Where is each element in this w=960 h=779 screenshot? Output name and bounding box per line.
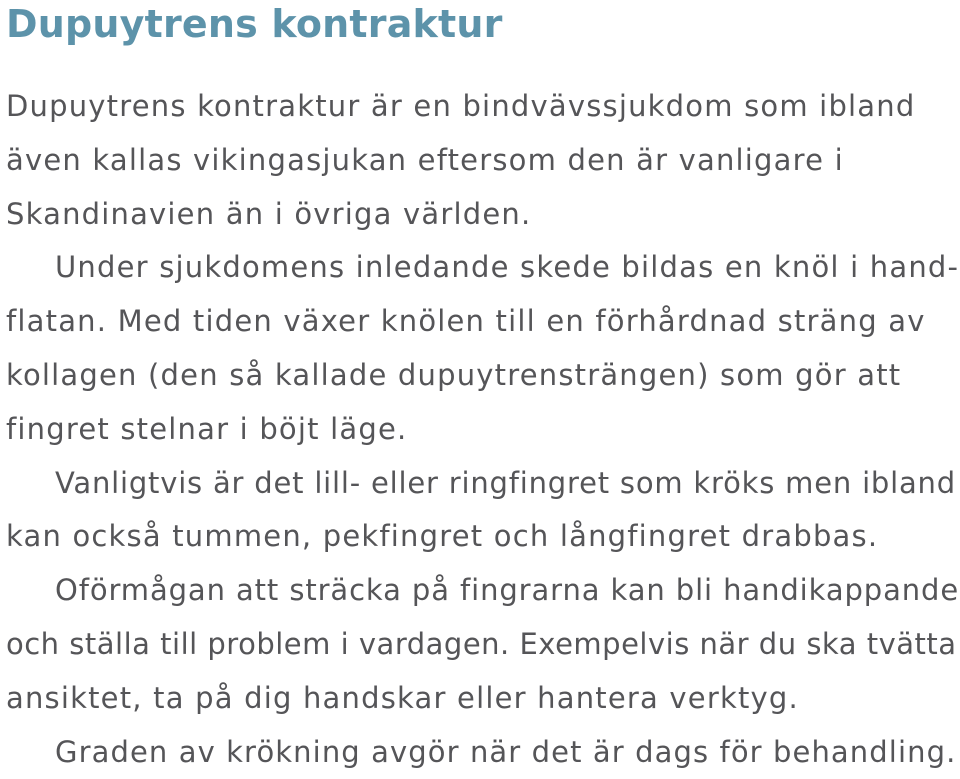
text-line: kollagen (den så kallade dupuytrensträngen) som gör att (6, 357, 902, 392)
text-line: Under sjukdomens inledande skede bildas en knöl i hand- (55, 250, 960, 285)
page-title: Dupuytrens kontraktur (6, 2, 503, 46)
text-line: Vanligtvis är det lill- eller ringfingret som kröks men ibland (55, 465, 956, 500)
text-line: kan också tummen, pekfingret och långfingret drabbas. (6, 519, 879, 554)
text-line: Oförmågan att sträcka på fingrarna kan bli handikappande (55, 573, 960, 608)
text-line: Skandinavien än i övriga världen. (6, 196, 532, 231)
text-line: och ställa till problem i vardagen. Exempelvis när du ska tvätta (6, 626, 957, 661)
article-body (6, 80, 960, 779)
text-line: ansiktet, ta på dig handskar eller hantera verktyg. (6, 680, 799, 715)
text-line: flatan. Med tiden växer knölen till en förhårdnad sträng av (6, 304, 926, 339)
text-line: även kallas vikingasjukan eftersom den är vanligare i (6, 142, 844, 177)
text-line: Graden av krökning avgör när det är dags för behandling. (55, 734, 957, 769)
text-line: Dupuytrens kontraktur är en bindvävssjukdom som ibland (6, 89, 916, 123)
text-line: fingret stelnar i böjt läge. (6, 411, 408, 446)
